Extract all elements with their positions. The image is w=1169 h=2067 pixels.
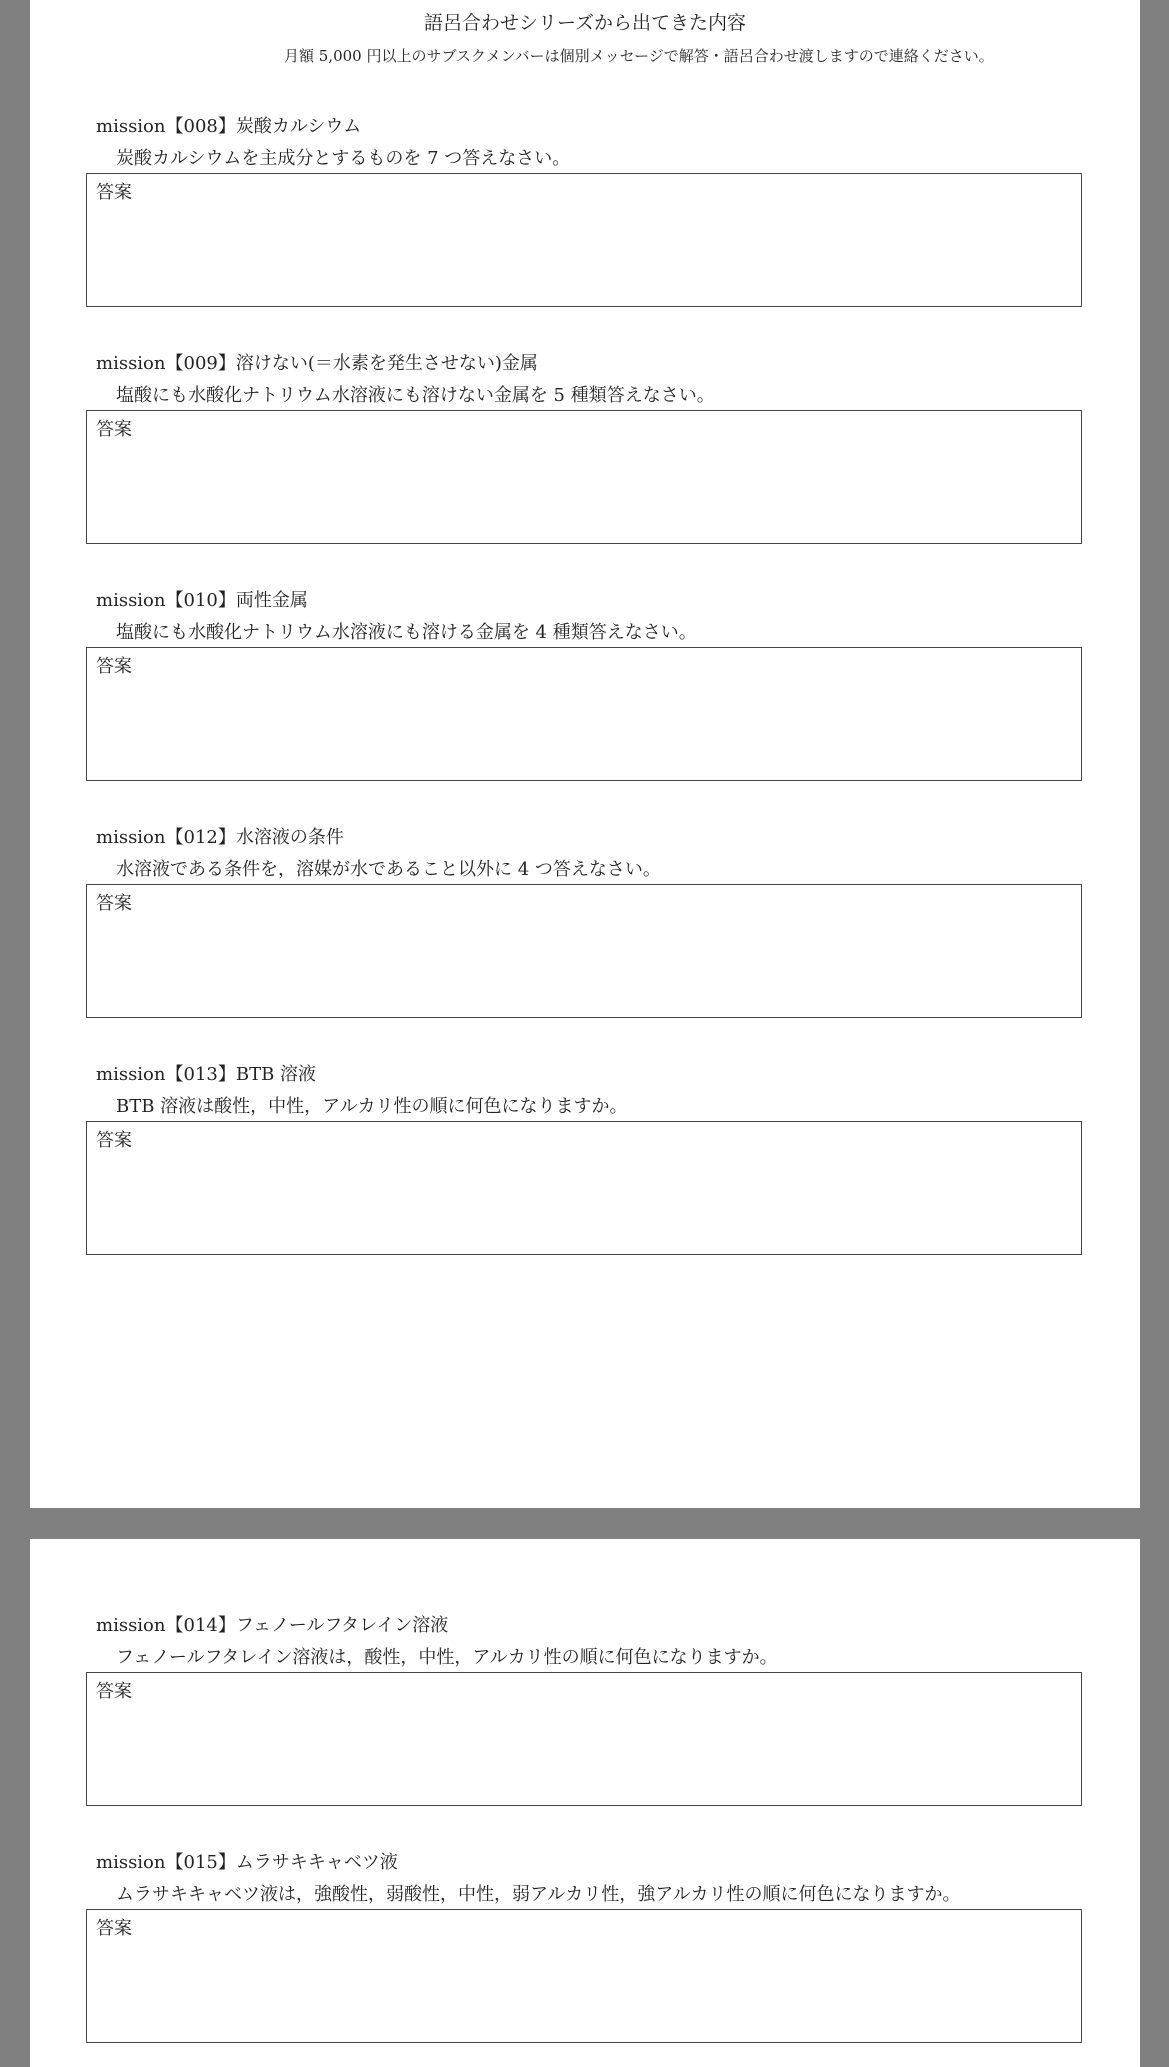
answer-box[interactable]	[86, 1121, 1082, 1255]
mission-question: 塩酸にも水酸化ナトリウム水溶液にも溶けない金属を 5 種類答えなさい。	[116, 385, 715, 406]
mission-title: mission【013】BTB 溶液	[96, 1064, 317, 1085]
mission-title: mission【010】両性金属	[96, 590, 308, 611]
answer-label: 答案	[96, 1130, 132, 1151]
answer-label: 答案	[96, 1918, 132, 1939]
document-page-1	[30, 0, 1140, 1508]
mission-question: ムラサキキャベツ液は，強酸性，弱酸性，中性，弱アルカリ性，強アルカリ性の順に何色になりますか。	[116, 1884, 961, 1905]
answer-label: 答案	[96, 1681, 132, 1702]
answer-label: 答案	[96, 893, 132, 914]
document-title: 語呂合わせシリーズから出てきた内容	[423, 12, 747, 34]
answer-label: 答案	[96, 419, 132, 440]
answer-box[interactable]	[86, 1909, 1082, 2043]
answer-box[interactable]	[86, 410, 1082, 544]
mission-title: mission【015】ムラサキキャベツ液	[96, 1852, 398, 1873]
mission-question: 水溶液である条件を，溶媒が水であること以外に 4 つ答えなさい。	[116, 859, 661, 880]
mission-title: mission【008】炭酸カルシウム	[96, 116, 362, 137]
document-subtitle: 月額 5,000 円以上のサブスクメンバーは個別メッセージで解答・語呂合わせ渡しますので連絡ください。	[284, 47, 994, 65]
mission-question: BTB 溶液は酸性，中性，アルカリ性の順に何色になりますか。	[116, 1096, 628, 1117]
mission-title: mission【012】水溶液の条件	[96, 827, 344, 848]
mission-question: フェノールフタレイン溶液は，酸性，中性，アルカリ性の順に何色になりますか。	[116, 1647, 778, 1668]
document-page-2	[30, 1539, 1140, 2067]
mission-title: mission【009】溶けない(＝水素を発生させない)金属	[96, 353, 538, 374]
answer-label: 答案	[96, 656, 132, 677]
mission-title: mission【014】フェノールフタレイン溶液	[96, 1615, 449, 1636]
answer-box[interactable]	[86, 884, 1082, 1018]
answer-box[interactable]	[86, 173, 1082, 307]
answer-label: 答案	[96, 182, 132, 203]
answer-box[interactable]	[86, 647, 1082, 781]
mission-question: 塩酸にも水酸化ナトリウム水溶液にも溶ける金属を 4 種類答えなさい。	[116, 622, 697, 643]
answer-box[interactable]	[86, 1672, 1082, 1806]
mission-question: 炭酸カルシウムを主成分とするものを 7 つ答えなさい。	[116, 148, 571, 169]
